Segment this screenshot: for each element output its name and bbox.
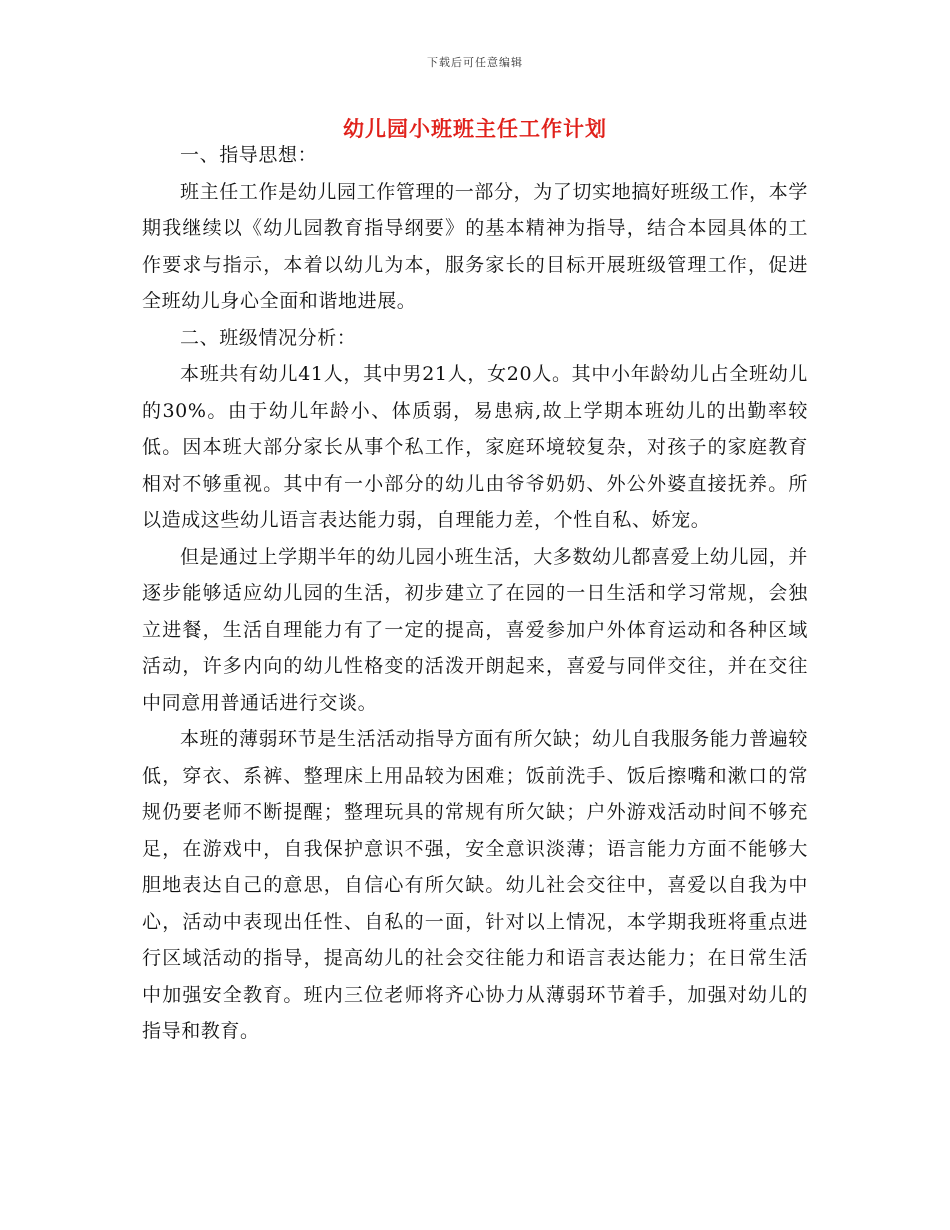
document-body bbox=[142, 137, 808, 1050]
section-heading-class-analysis: 二、班级情况分析： bbox=[180, 326, 357, 349]
paragraph-guiding-ideas: 班主任工作是幼儿园工作管理的一部分，为了切实地搞好班级工作，本学期我继续以《幼儿园教育指导纲要》的基本精神为指导，结合本园具体的工作要求与指示，本着以幼儿为本，服务家长的目标开展班级管理工作，促进全班幼儿身心全面和谐地进展。 bbox=[142, 180, 808, 312]
paragraph-class-progress: 但是通过上学期半年的幼儿园小班生活，大多数幼儿都喜爱上幼儿园，并逐步能够适应幼儿园的生活，初步建立了在园的一日生活和学习常规，会独立进餐，生活自理能力有了一定的提高，喜爱参加户外体育运动和各种区域活动，许多内向的幼儿性格变的活泼开朗起来，喜爱与同伴交往，并在交往中同意用普通话进行交谈。 bbox=[142, 545, 808, 714]
document-title: 幼儿园小班班主任工作计划 bbox=[343, 116, 607, 141]
paragraph-class-composition: 本班共有幼儿41人，其中男21人，女20人。其中小年龄幼儿占全班幼儿的30%。由于幼儿年龄小、体质弱，易患病,故上学期本班幼儿的出勤率较低。因本班大部分家长从事个私工作，家庭环境较复杂，对孩子的家庭教育相对不够重视。其中有一小部分的幼儿由爷爷奶奶、外公外婆直接抚养。所以造成这些幼儿语言表达能力弱，自理能力差，个性自私、娇宠。 bbox=[142, 363, 808, 531]
header-note: 下载后可任意编辑 bbox=[427, 56, 523, 69]
paragraph-weak-points: 本班的薄弱环节是生活活动指导方面有所欠缺；幼儿自我服务能力普遍较低，穿衣、系裤、整理床上用品较为困难；饭前洗手、饭后擦嘴和漱口的常规仍要老师不断提醒；整理玩具的常规有所欠缺；户外游戏活动时间不够充足，在游戏中，自我保护意识不强，安全意识淡薄；语言能力方面不能够大胆地表达自己的意思，自信心有所欠缺。幼儿社会交往中，喜爱以自我为中心，活动中表现出任性、自私的一面，针对以上情况，本学期我班将重点进行区域活动的指导，提高幼儿的社会交往能力和语言表达能力；在日常生活中加强安全教育。班内三位老师将齐心协力从薄弱环节着手，加强对幼儿的指导和教育。 bbox=[142, 728, 808, 1042]
section-heading-guiding-ideas: 一、指导思想： bbox=[180, 144, 318, 166]
